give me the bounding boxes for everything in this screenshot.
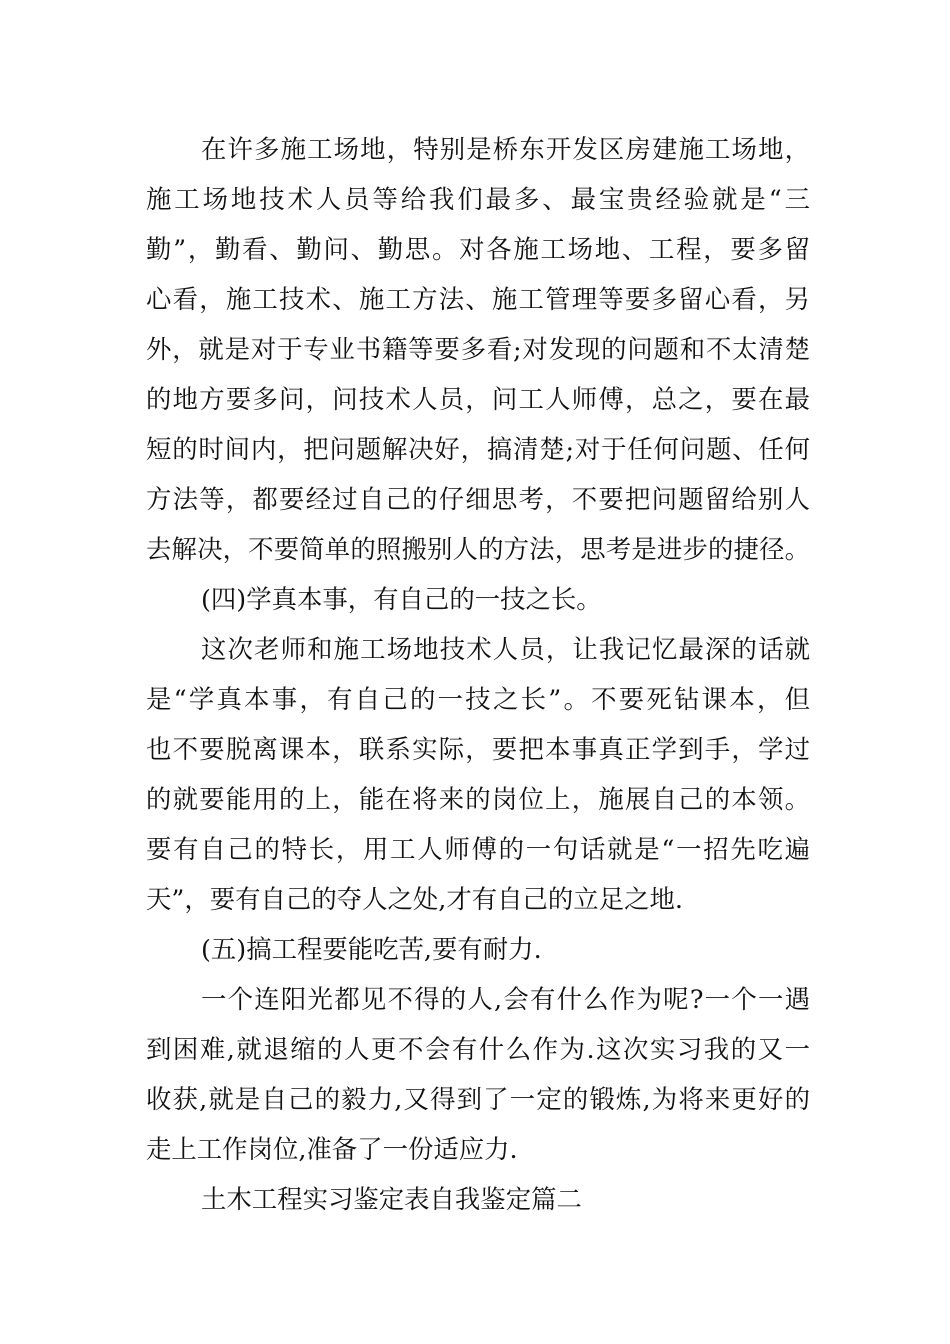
text-line: 在许多施工场地，特别是桥东开发区房建施工场地， — [201, 134, 810, 164]
text-line: 是“学真本事，有自己的一技之长”。不要死钻课本，但 — [146, 684, 810, 714]
text-line: 施工场地技术人员等给我们最多、最宝贵经验就是“三 — [146, 184, 810, 214]
text-line: 去解决，不要简单的照搬别人的方法，思考是进步的捷径。 — [146, 534, 810, 564]
article-title: 土木工程实习鉴定表自我鉴定篇二 — [201, 1184, 582, 1214]
text-line: 方法等，都要经过自己的仔细思考，不要把问题留给别人 — [146, 484, 810, 514]
text-line: 一个连阳光都见不得的人,会有什么作为呢?一个一遇 — [201, 984, 810, 1014]
text-line: 勤”，勤看、勤问、勤思。对各施工场地、工程，要多留 — [146, 234, 810, 264]
section-heading: (五)搞工程要能吃苦,要有耐力. — [201, 934, 542, 964]
text-line: 收获,就是自己的毅力,又得到了一定的锻炼,为将来更好的 — [146, 1084, 810, 1114]
text-line: 天”，要有自己的夺人之处,才有自己的立足之地. — [146, 884, 683, 914]
text-line: 的地方要多问，问技术人员，问工人师傅，总之，要在最 — [146, 384, 810, 414]
text-line: 要有自己的特长，用工人师傅的一句话就是“一招先吃遍 — [146, 834, 810, 864]
text-line: 的就要能用的上，能在将来的岗位上，施展自己的本领。 — [146, 784, 810, 814]
text-line: 短的时间内，把问题解决好，搞清楚;对于任何问题、任何 — [146, 434, 810, 464]
text-line: 外，就是对于专业书籍等要多看;对发现的问题和不太清楚 — [146, 334, 810, 364]
text-line: 走上工作岗位,准备了一份适应力. — [146, 1134, 518, 1164]
text-line: 也不要脱离课本，联系实际，要把本事真正学到手，学过 — [146, 734, 810, 764]
text-line: 这次老师和施工场地技术人员，让我记忆最深的话就 — [201, 634, 810, 664]
section-heading: (四)学真本事，有自己的一技之长。 — [201, 584, 602, 614]
text-line: 心看，施工技术、施工方法、施工管理等要多留心看，另 — [146, 284, 810, 314]
text-line: 到困难,就退缩的人更不会有什么作为.这次实习我的又一 — [146, 1034, 810, 1064]
